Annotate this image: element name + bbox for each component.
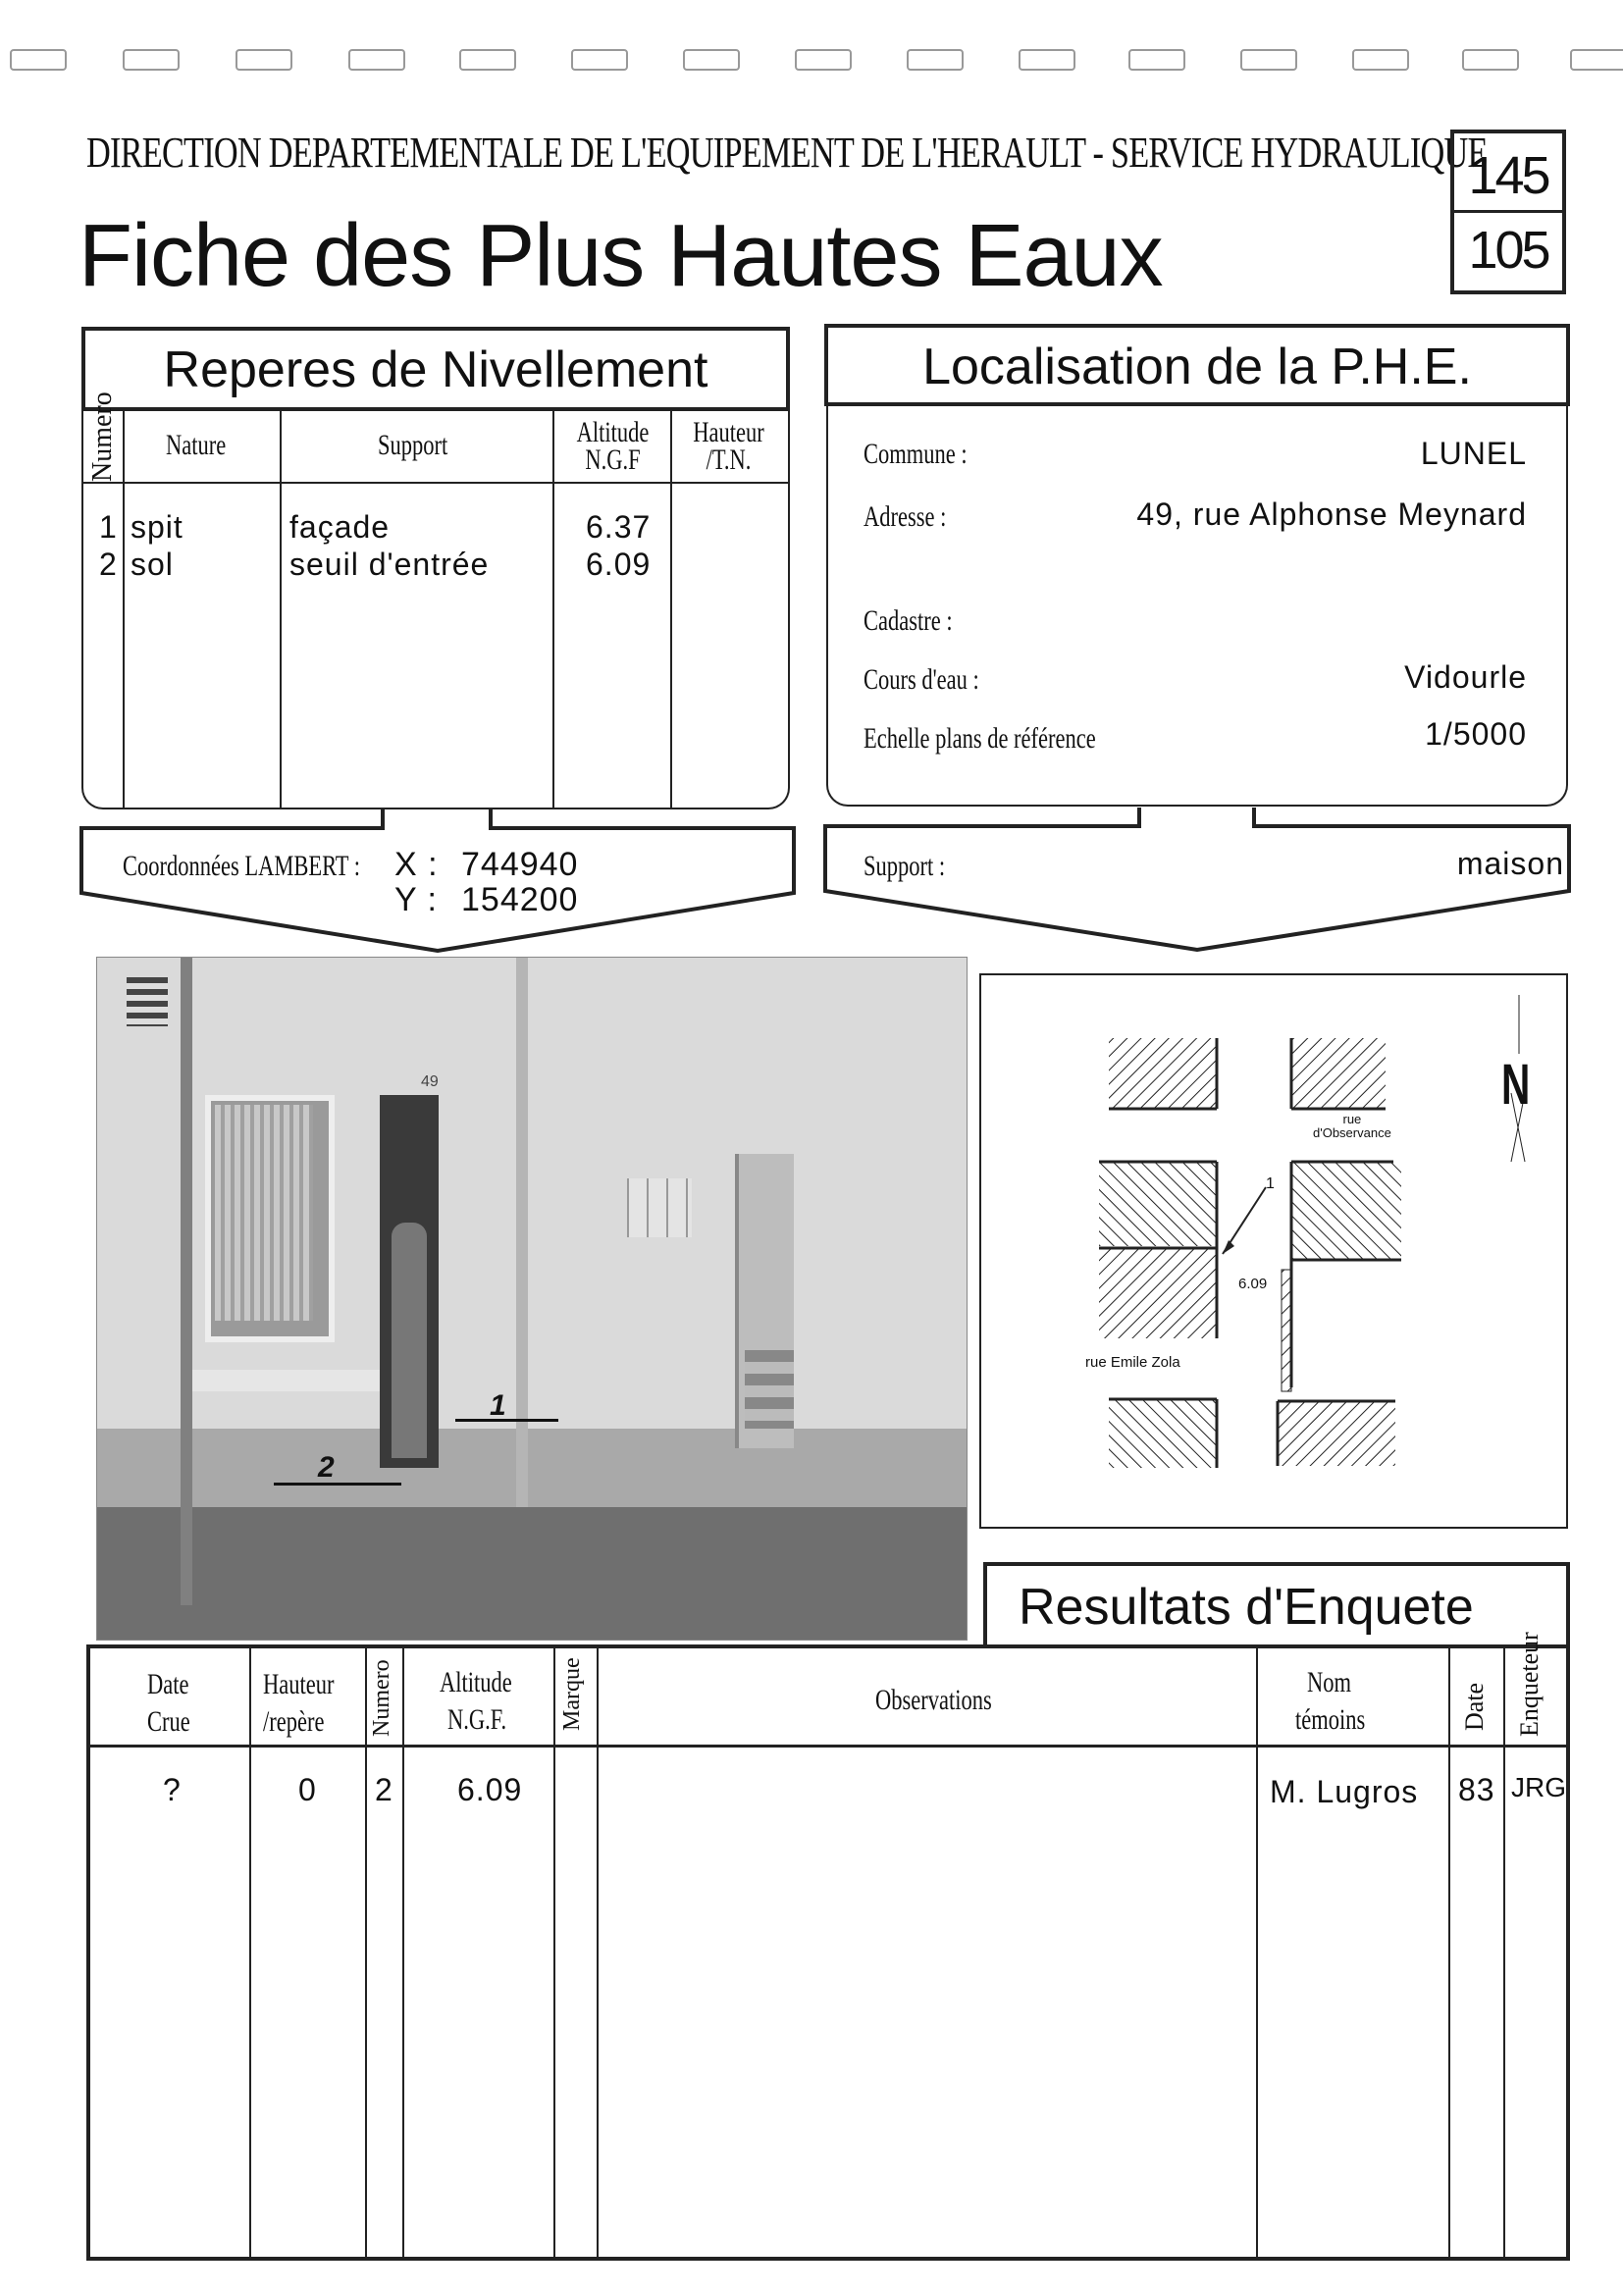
row-altitude: 6.09 [457,1772,523,1807]
adresse-label: Adresse : [864,500,947,533]
col-nom-2: témoins [1295,1703,1366,1736]
localisation-title-box [824,324,1570,406]
cours-eau-value: Vidourle [1404,659,1527,695]
plan-drawing [981,975,1566,1527]
col-numero: Numero [87,391,118,482]
row-date: 83 [1458,1772,1495,1807]
row-altitude: 6.37 [586,509,652,545]
row-numero: 1 [99,509,118,545]
col-date-crue-1: Date [147,1668,189,1700]
x-coordinate: 744940 [461,846,579,883]
col-hauteur-1: Hauteur [263,1668,335,1700]
plan-street-observance-line1: rue [1342,1112,1362,1126]
coordinates-label: Coordonnées LAMBERT : [123,850,360,882]
col-nature: Nature [166,429,227,461]
plan-altitude-label: 6.09 [1238,1276,1268,1292]
col-altitude-1: Altitude [440,1666,512,1698]
plan-street-observance [1313,1113,1391,1140]
row-enqueteur: JRG [1511,1772,1566,1802]
resultats-title-box [983,1562,1570,1644]
ref-number-bottom: 105 [1468,221,1548,280]
plan-street-zola: rue Emile Zola [1085,1354,1180,1371]
y-coordinate: 154200 [461,881,579,918]
photo-marker-1: 1 [490,1389,506,1422]
col-hauteur: Hauteur /T.N. [693,416,764,476]
plan-street-observance-line2: d'Observance [1313,1125,1391,1140]
commune-value: LUNEL [1420,436,1527,471]
commune-label: Commune : [864,438,968,470]
col-marque: Marque [559,1657,585,1731]
localisation-title: Localisation de la P.H.E. [922,339,1472,395]
row-temoin: M. Lugros [1270,1774,1419,1809]
row-hauteur: 0 [298,1772,317,1807]
support-label: Support : [864,850,946,882]
row-nature: sol [131,547,174,582]
col-numero: Numero [369,1659,394,1737]
reperes-title: Reperes de Nivellement [163,341,708,398]
row-support: façade [289,509,391,545]
row-altitude: 6.09 [586,547,652,582]
support-value: maison [1456,846,1564,881]
location-plan [979,973,1568,1529]
plan-marker-1: 1 [1266,1175,1275,1192]
row-numero: 2 [99,547,118,582]
col-nom-1: Nom [1307,1666,1351,1698]
row-support: seuil d'entrée [289,547,490,582]
photo-marker-2: 2 [318,1451,335,1484]
adresse-value: 49, rue Alphonse Meynard [1136,496,1527,532]
row-nature: spit [131,509,183,545]
col-hauteur-2: /repère [263,1705,325,1738]
col-altitude: Altitude N.G.F [576,416,650,476]
col-enqueteur: Enqueteur [1515,1632,1544,1737]
reperes-title-box [81,327,790,411]
resultats-title: Resultats d'Enquete [1019,1579,1474,1636]
y-label: Y : [394,881,438,918]
x-label: X : [394,846,439,883]
row-date-crue: ? [163,1772,182,1807]
resultats-table [86,1632,1570,2261]
house-number-plate: 49 [421,1073,439,1090]
page-title: Fiche des Plus Hautes Eaux [79,207,1163,305]
cadastre-label: Cadastre : [864,604,953,637]
localisation-panel [826,406,1568,807]
col-date-crue-2: Crue [147,1705,190,1738]
authority-header: DIRECTION DEPARTEMENTALE DE L'EQUIPEMENT DE L'HERAULT - SERVICE HYDRAULIQUE [86,129,1488,177]
cours-eau-label: Cours d'eau : [864,663,979,696]
col-date: Date [1460,1682,1489,1731]
echelle-label: Echelle plans de référence [864,722,1096,755]
reperes-table [81,391,790,809]
reference-box [1450,130,1566,294]
col-observations: Observations [875,1684,992,1716]
col-altitude-2: N.G.F. [447,1703,507,1736]
north-arrow-icon: N [1501,1053,1531,1117]
ref-number-top: 145 [1468,146,1548,205]
site-photograph [96,957,968,1641]
echelle-value: 1/5000 [1425,716,1527,752]
col-support: Support [378,429,448,461]
row-numero: 2 [375,1772,393,1807]
